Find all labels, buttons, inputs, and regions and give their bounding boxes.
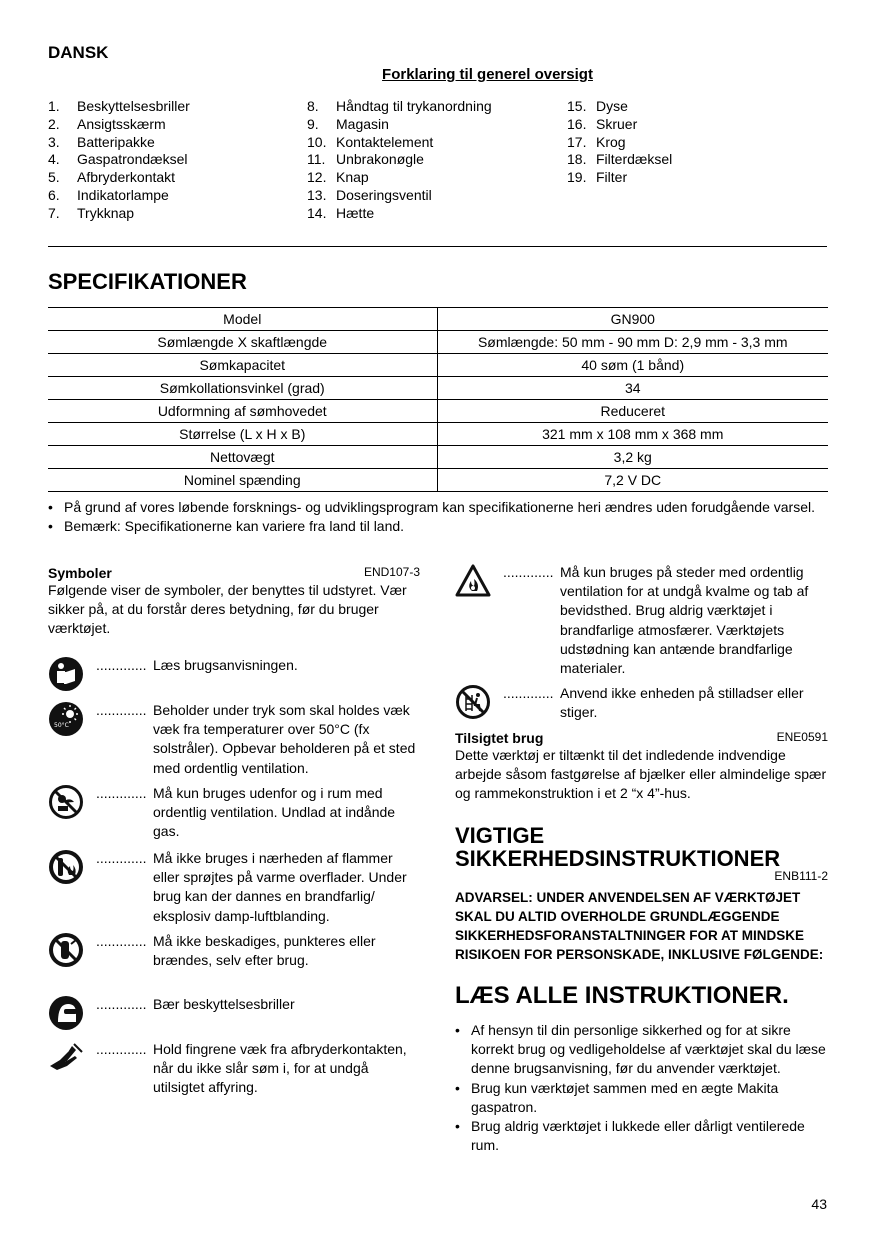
symbol-row: ............. Må kun bruges på steder med ordentlig ventilation for at undgå kvalme og tab af bevidsthed. Brug aldrig værktøjet i brandfarlige atmosfærer. Værktøjets udstødning kan antænde brandfarlige materialer. <box>455 563 828 678</box>
list-item: 13. Doseringsventil <box>307 186 432 203</box>
no-flame-icon <box>48 849 84 885</box>
table-row: Sømlængde X skaftlængde Sømlængde: 50 mm - 90 mm D: 2,9 mm - 3,3 mm <box>48 331 828 354</box>
symbol-row: ............. Bær beskyttelsesbriller <box>48 995 420 1031</box>
divider <box>48 246 827 247</box>
list-item: 12. Knap <box>307 169 369 186</box>
list-item: 6. Indikatorlampe <box>48 186 169 203</box>
list-item: 2. Ansigtsskærm <box>48 115 166 132</box>
symbols-code: END107-3 <box>363 565 420 579</box>
list-item: • Brug aldrig værktøjet i lukkede eller dårligt ventilerede rum. <box>455 1118 805 1154</box>
table-row: Model GN900 <box>48 308 828 331</box>
symbol-row: ............. Må ikke bruges i nærheden af flammer eller sprøjtes på varme overflader. Under brug kan der dannes en brandfarlig/ eksplosiv damp-luftblanding. <box>48 849 420 926</box>
safety-heading-line2: SIKKERHEDSINSTRUKTIONER <box>455 846 781 871</box>
language-heading: DANSK <box>48 43 109 62</box>
symbol-row: 50°C ............. Beholder under tryk som skal holdes væk væk fra temperaturer over 50°C (fx solstråler). Opbevar beholderen på et sted med ordentlig ventilation. <box>48 701 420 778</box>
safety-code: ENB111-2 <box>774 869 828 883</box>
safety-bullets <box>455 1021 828 1155</box>
symbols-intro: Følgende viser de symboler, der benyttes til udstyret. Vær sikker på, at du forstår deres betydning, før du bruger værktøjet. <box>48 582 407 637</box>
symbols-heading: Symboler <box>48 565 112 581</box>
list-item: • På grund af vores løbende forsknings- og udviklingsprogram kan specifikationerne heri ændres uden forudgående varsel. <box>48 499 815 515</box>
table-row: Størrelse (L x H x B) 321 mm x 108 mm x 368 mm <box>48 423 828 446</box>
list-item: • Bemærk: Specifikationerne kan variere fra land til land. <box>48 518 405 534</box>
intended-use-code: ENE0591 <box>776 730 828 744</box>
overview-column-3 <box>567 98 672 187</box>
symbol-row: ............. Hold fingrene væk fra afbryderkontakten, når du ikke slår søm i, for at undgå utilsigtet affyring. <box>48 1040 420 1098</box>
list-item: • Brug kun værktøjet sammen med en ægte Makita gaspatron. <box>455 1079 779 1115</box>
list-item: 18. Filterdæksel <box>567 151 673 168</box>
intended-use-section <box>455 730 828 804</box>
no-scaffold-icon <box>455 684 491 720</box>
overview-column-2 <box>307 98 492 223</box>
symbol-row: ............. Må ikke beskadiges, punkteres eller brændes, selv efter brug. <box>48 932 420 970</box>
page-number: 43 <box>811 1196 827 1212</box>
table-row: Nominel spænding 7,2 V DC <box>48 469 828 492</box>
list-item: 7. Trykknap <box>48 204 135 221</box>
safety-warning: ADVARSEL: UNDER ANVENDELSEN AF VÆRKTØJET SKAL DU ALTID OVERHOLDE GRUNDLÆGGENDE SIKKERHEDSFORANSTALTNINGER FOR AT MINDSKE RISIKOEN FOR PERSONSKADE, INKLUSIVE FØLGENDE: <box>455 890 824 962</box>
finger-off-trigger-icon <box>48 1040 84 1076</box>
overview-title: Forklaring til generel oversigt <box>382 66 593 83</box>
list-item: 16. Skruer <box>567 115 638 132</box>
overview-column-1 <box>48 98 190 223</box>
list-item: 4. Gaspatrondæksel <box>48 151 188 168</box>
specifications-heading: SPECIFIKATIONER <box>48 269 247 294</box>
list-item: • Af hensyn til din personlige sikkerhed og for at sikre korrekt brug og vedligeholdelse af værktøjet skal du læse denne brugsanvisning, før du anvender værktøjet. <box>455 1022 826 1077</box>
list-item: 3. Batteripakke <box>48 133 155 150</box>
list-item: 9. Magasin <box>307 115 389 132</box>
temperature-warning-icon <box>48 701 84 737</box>
safety-heading-line1: VIGTIGE <box>455 823 545 848</box>
read-manual-icon <box>48 656 84 692</box>
list-item: 19. Filter <box>567 169 628 186</box>
table-row: Nettovægt 3,2 kg <box>48 446 828 469</box>
list-item: 8. Håndtag til trykanordning <box>307 98 492 114</box>
list-item: 10. Kontaktelement <box>307 133 434 150</box>
list-item: 5. Afbryderkontakt <box>48 169 176 186</box>
no-puncture-icon <box>48 932 84 968</box>
list-item: 15. Dyse <box>567 98 628 114</box>
symbol-row: ............. Læs brugsanvisningen. <box>48 656 420 692</box>
safety-glasses-icon <box>48 995 84 1031</box>
list-item: 17. Krog <box>567 133 626 150</box>
symbol-row: ............. Anvend ikke enheden på stilladser eller stiger. <box>455 684 828 722</box>
symbols-section <box>48 565 420 639</box>
no-inhale-icon <box>48 784 84 820</box>
table-row: Sømkollationsvinkel (grad) 34 <box>48 377 828 400</box>
list-item: 1. Beskyttelsesbriller <box>48 98 190 114</box>
safety-section <box>455 824 828 1155</box>
symbol-row: ............. Må kun bruges udenfor og i rum med ordentlig ventilation. Undlad at indånde gas. <box>48 784 420 842</box>
table-row: Sømkapacitet 40 søm (1 bånd) <box>48 354 828 377</box>
spec-notes <box>48 498 838 536</box>
table-row: Udformning af sømhovedet Reduceret <box>48 400 828 423</box>
specifications-table <box>48 307 828 492</box>
read-all-heading: LÆS ALLE INSTRUKTIONER. <box>455 982 789 1009</box>
intended-use-text: Dette værktøj er tiltænkt til det indledende indvendige arbejde såsom fastgørelse af bjælker eller almindelige spær og rammekonstruktion i et 2 “x 4”-hus. <box>455 747 827 802</box>
intended-use-heading: Tilsigtet brug <box>455 730 544 746</box>
flammable-warning-icon <box>455 563 491 599</box>
list-item: 11. Unbrakonøgle <box>307 151 424 168</box>
list-item: 14. Hætte <box>307 204 375 221</box>
svg-text:50°C: 50°C <box>54 722 69 729</box>
